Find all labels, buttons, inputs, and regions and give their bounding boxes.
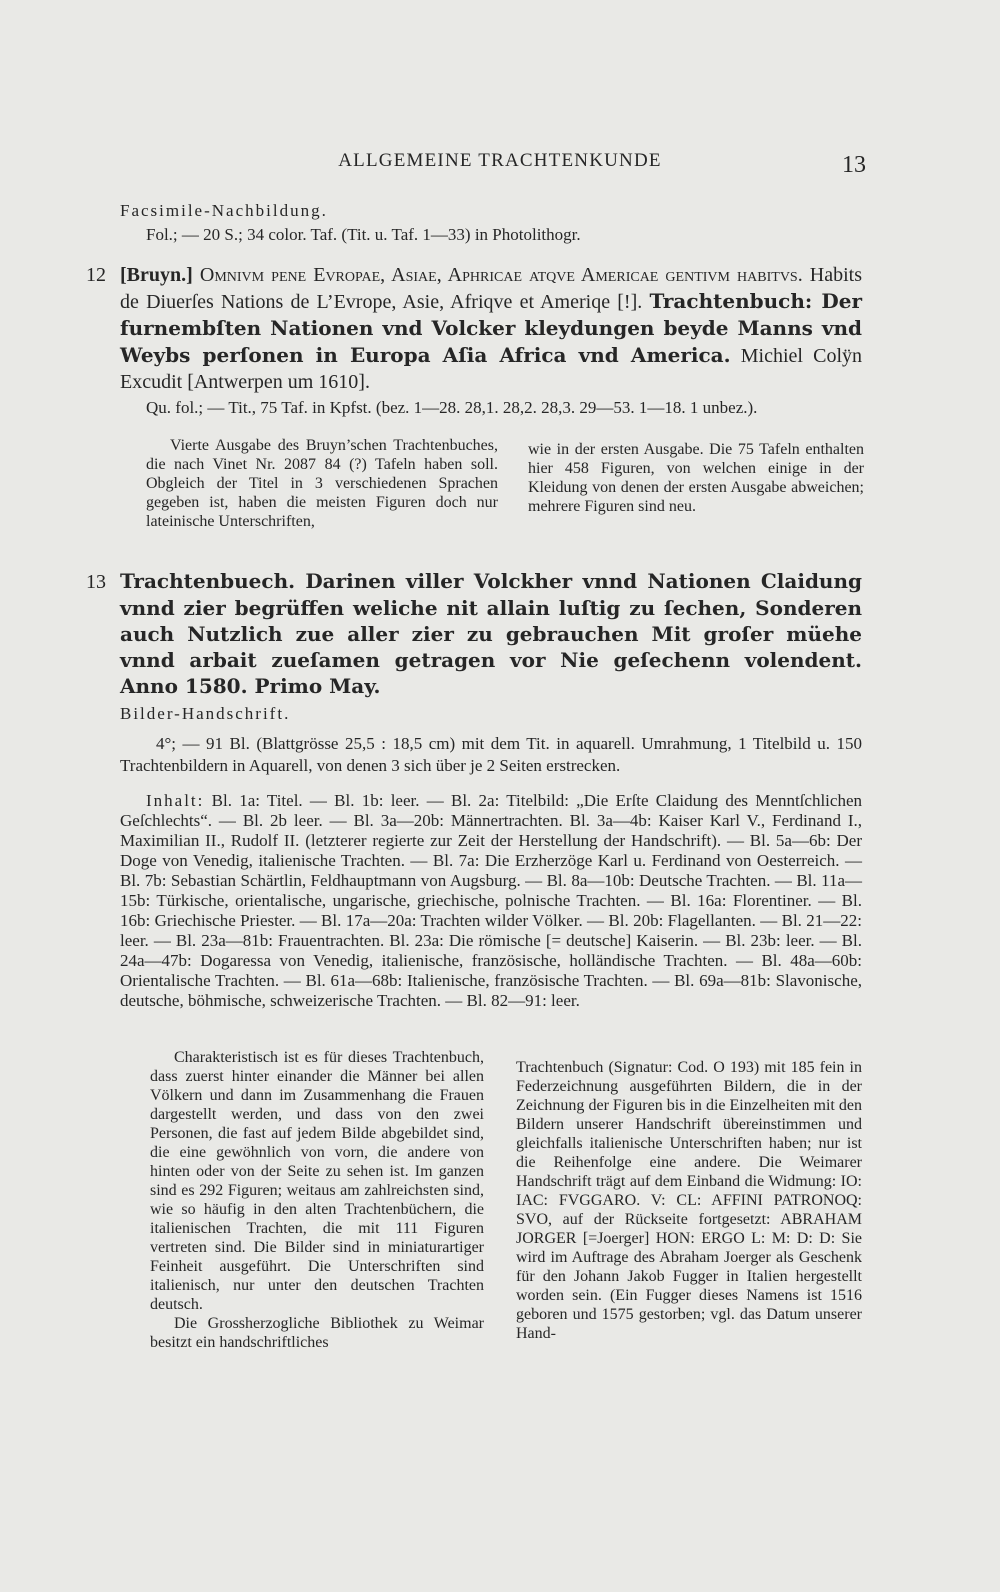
entry-11-type: Facsimile-Nachbildung. (120, 201, 328, 220)
running-header: ALLGEMEINE TRACHTENKUNDE (338, 150, 662, 171)
entry-13-note-left-p1: Charakteristisch ist es für dieses Trachtenbuch, dass zuerst hinter einander die Männer bei allen Völkern und dann im Zusammenhang die Frauen dargestellt werden, und dass von den zwei Personen, die fast auf jedem Bilde abgebildet sind, die eine gewöhnlich von vorn, die andere von hinten oder von der Seite zu sehen ist. Im ganzen sind es 292 Figuren; weitaus am zahlreichsten sind, wie so häufig in den alten Trachtenbüchern, die italienischen Trachten, die mit 111 Figuren vertreten sind. Die Bilder sind in miniaturartiger Feinheit ausgeführt. Die Unterschriften sind italienisch, nur unter den deutschen Trachten deutsch. (150, 1049, 484, 1313)
entry-11-desc: Fol.; — 20 S.; 34 color. Taf. (Tit. u. Taf. 1—33) in Photolithogr. (146, 225, 581, 244)
entry-12-note-left: Vierte Ausgabe des Bruyn’schen Trachtenbuches, die nach Vinet Nr. 2087 84 (?) Tafeln haben soll. Obgleich der Titel in 3 verschiedenen Sprachen gegeben ist, haben die meisten Figuren doch nur lateinische Unterschriften, (146, 437, 498, 530)
entry-12-title-german: Trachtenbuch: Der furnembſten Nationen vnd Volcker kleydungen beyde Manns vnd Weybs perſonen in Europa Aſia Africa vnd America. (120, 289, 863, 367)
entry-12-title (86, 262, 863, 395)
entry-12-title-latin: Omnivm pene Evropae, Asiae, Aphricae atqve Americae gentivm habitvs. (199, 264, 803, 286)
entry-13 (86, 568, 862, 1011)
entry-13-contents-text: Bl. 1a: Titel. — Bl. 1b: leer. — Bl. 2a: Titelbild: „Die Erſte Claidung des Menntſchlichen Geſchlechts“. — Bl. 2b leer. — Bl. 3a—20b: Männertrachten. Bl. 3a—4b: Kaiser Karl V., Ferdinand I., Maximilian II., Rudolf II. (letzterer regierte zur Zeit der Herstellung der Handschrift). — Bl. 5a—6b: Der Doge von Venedig, italienische Trachten. — Bl. 7a: Die Erzherzöge Karl u. Ferdinand von Oesterreich. — Bl. 7b: Sebastian Schärtlin, Feldhauptmann von Augsburg. — Bl. 8a—10b: Deutsche Trachten. — Bl. 11a—15b: Türkische, orientalische, ungarische, griechische, polnische Trachten. — Bl. 16a: Florentiner. — Bl. 16b: Griechische Priester. — Bl. 17a—20a: Trachten wilder Völker. — Bl. 20b: Flagellanten. — Bl. 21—22: leer. — Bl. 23a—81b: Frauentrachten. Bl. 23a: Die römische [= deutsche] Kaiserin. — Bl. 23b: leer. — Bl. 24a—47b: Dogaressa von Venedig, italienische, französische, holländische Trachten. — Bl. 48a—60b: Orientalische Trachten. — Bl. 61a—68b: Italienische, französische Trachten. — Bl. 69a—81b: Slavonische, deutsche, böhmische, schweizerische Trachten. — Bl. 82—91: leer. (120, 791, 862, 1010)
page-number: 13 (842, 152, 866, 178)
entry-number: 13 (86, 571, 106, 593)
entry-12 (86, 262, 863, 419)
entry-13-contents (120, 791, 862, 1011)
entry-11-tail (120, 200, 862, 246)
entry-13-note-left (150, 1048, 484, 1352)
entry-13-note-left-p2: Die Grossherzogliche Bibliothek zu Weimar besitzt ein handschriftliches (150, 1315, 484, 1351)
entry-12-author: [Bruyn.] (120, 264, 193, 286)
entry-number: 12 (86, 264, 106, 286)
entry-12-title-french: Habits de Diuerſes Nations de L’Evrope, Asie, Afriqve et Ameriqe [!]. (120, 264, 863, 313)
entry-13-type: Bilder-Handschrift. (120, 704, 291, 723)
entry-12-imprint: Michiel Colÿn Excudit [Antwerpen um 1610]. (120, 345, 863, 393)
entry-13-note-right: Trachtenbuch (Signatur: Cod. O 193) mit 185 fein in Federzeichnung ausgeführten Bildern, die in der Zeichnung der Figuren bis in die Einzelheiten mit den Bildern unserer Handschrift übereinstimmen und gleichfalls italienische Unterschriften haben; nur ist die Reihenfolge eine andere. Die Weimarer Handschrift trägt auf dem Einband die Widmung: IO: IAC: FVGGARO. V: CL: AFFINI PATRONOQ: SVO, auf der Rückseite fortgesetzt: ABRAHAM JORGER [=Joerger] HON: ERGO L: M: D: D: Sie wird im Auftrage des Abraham Joerger als Geschenk für den Johann Jakob Fugger in Italien hergestellt worden sein. (Ein Fugger dieses Namens ist 1516 geboren und 1575 gestorben; vgl. das Datum unserer Hand- (516, 1059, 862, 1342)
entry-12-desc: Qu. fol.; — Tit., 75 Taf. in Kpfst. (bez. 1—28. 28,1. 28,2. 28,3. 29—53. 1—18. 1 unbez.). (146, 398, 758, 417)
entry-13-title (86, 568, 862, 699)
entry-12-note-right: wie in der ersten Ausgabe. Die 75 Tafeln enthalten hier 458 Figuren, von welchen einige in der Kleidung von denen der ersten Ausgabe abweichen; mehrere Figuren sind neu. (528, 441, 864, 515)
entry-13-contents-label: Inhalt: (146, 791, 205, 810)
entry-13-title-text: Trachtenbuech. Darinen viller Volckher vnnd Nationen Claidung vnnd zier begrüffen weliche nit allain luſtig zu ſechen, Sonderen auch Nutzlich zue aller zier zu gebrauchen Mit groſer müehe vnnd arbait zueſamen getragen vor Nie geſechenn volendent. Anno 1580. Primo May. (120, 569, 862, 698)
entry-13-desc: 4°; — 91 Bl. (Blattgrösse 25,5 : 18,5 cm) mit dem Tit. in aquarell. Umrahmung, 1 Titelbild u. 150 Trachtenbildern in Aquarell, von denen 3 sich über je 2 Seiten erstrecken. (120, 734, 862, 775)
